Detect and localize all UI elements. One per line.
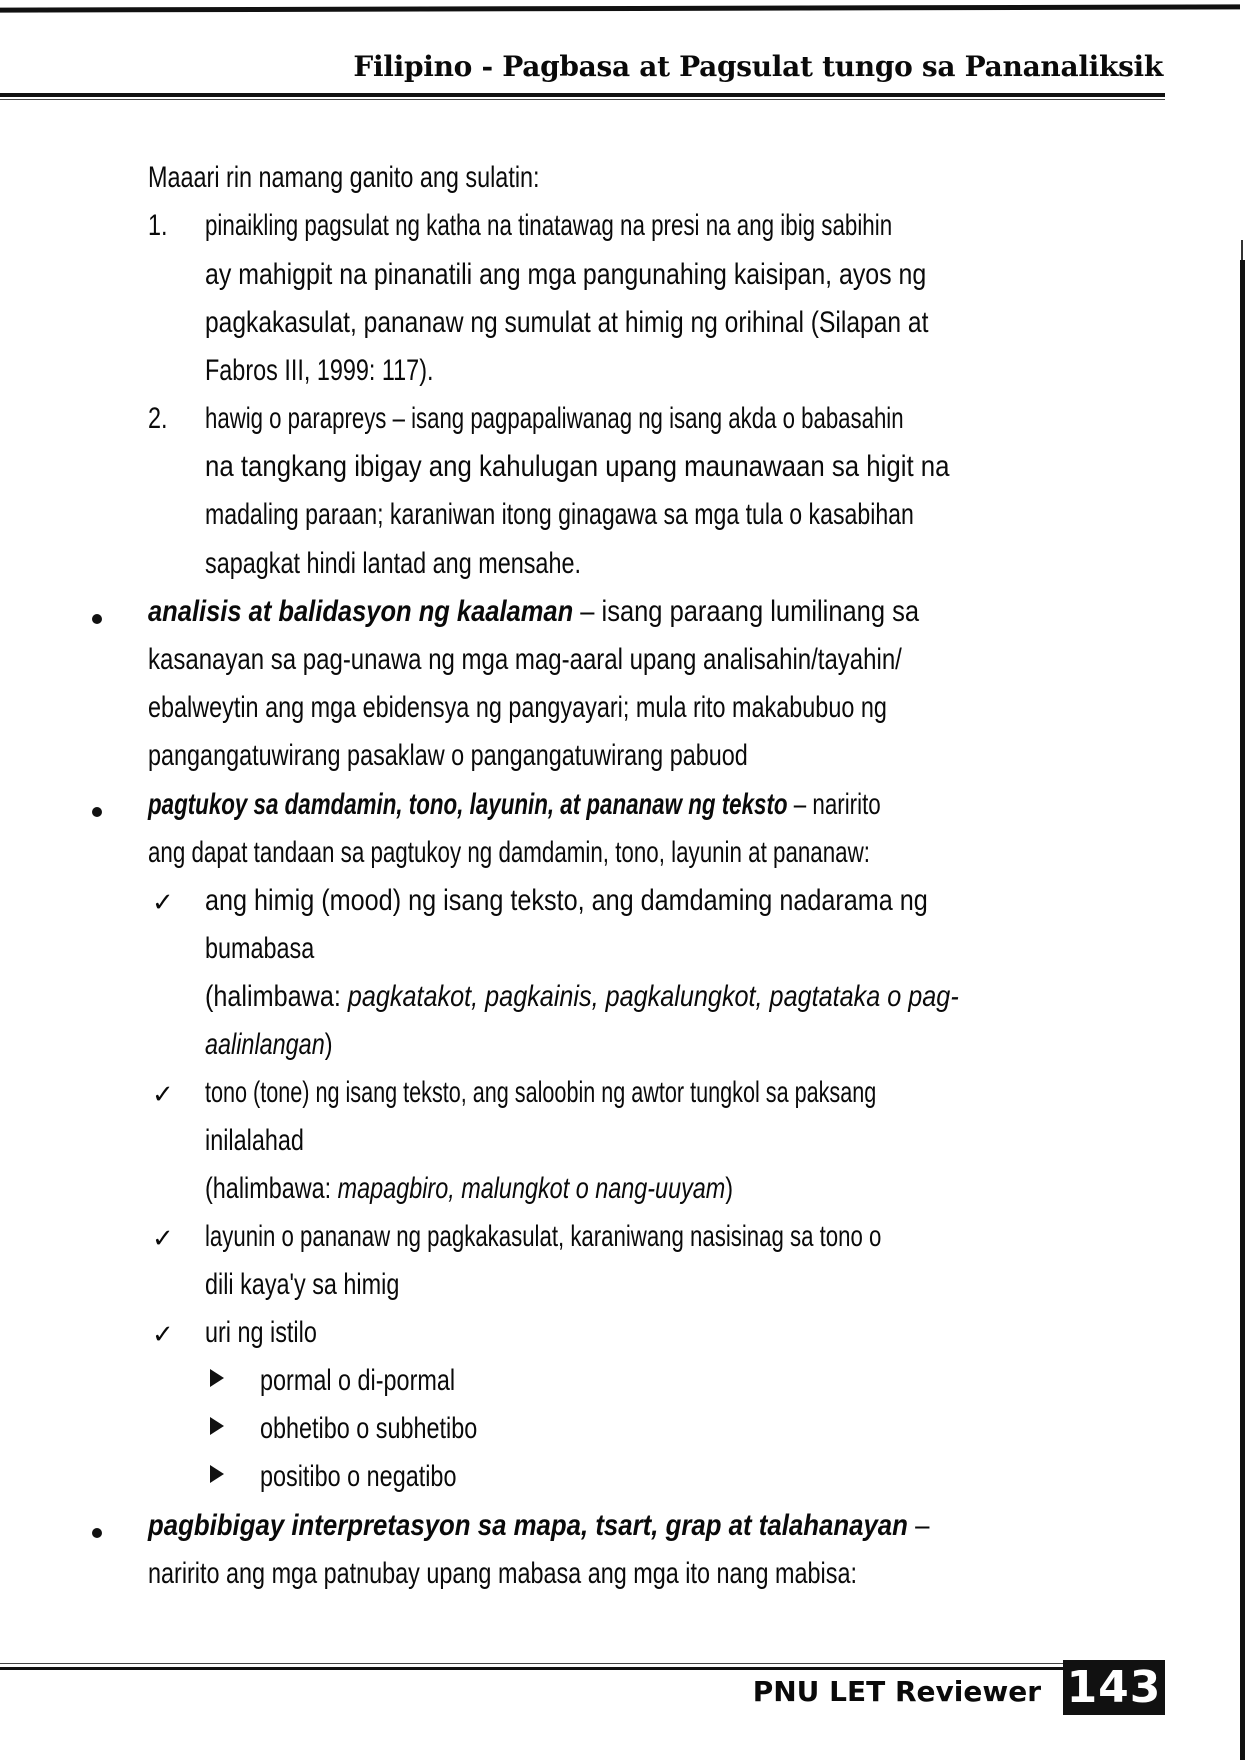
list-item-line <box>205 495 1126 535</box>
bullet-line <box>148 736 917 776</box>
line-text: na tangkang ibigay ang kahulugan upang maunawaan sa higit na <box>205 450 950 483</box>
example-text: mapagbiro, malungkot o nang-uuyam <box>337 1172 726 1205</box>
bullet-line <box>148 1554 1057 1594</box>
list-item-line <box>205 303 1087 343</box>
example-line <box>205 977 1102 1017</box>
check-line <box>205 1265 454 1305</box>
line-text: layunin o pananaw ng pagkakasulat, karaniwang nasisinag sa tono o <box>205 1220 882 1253</box>
example-suffix: ) <box>324 1028 333 1061</box>
checkmark-icon: ✓ <box>152 1080 174 1110</box>
bullet-line <box>148 640 1090 680</box>
checkmark-icon: ✓ <box>152 888 174 918</box>
footer-rule-thin <box>0 1663 1165 1664</box>
checkmark-icon: ✓ <box>152 1320 174 1350</box>
running-head: Filipino - Pagbasa at Pagsulat tungo sa Pananaliksik <box>353 50 1163 83</box>
list-item-line <box>205 544 687 584</box>
bullet-term: pagtukoy sa damdamin, tono, layunin, at pananaw ng teksto <box>148 788 788 821</box>
sub-item-text: positibo o negatibo <box>260 1460 457 1493</box>
check-line <box>205 1121 332 1161</box>
list-item-line <box>205 447 1071 487</box>
example-prefix: (halimbawa: <box>205 980 348 1013</box>
sub-item <box>260 1409 539 1449</box>
number-text: 2. <box>148 402 168 435</box>
example-line <box>205 1169 882 1209</box>
example-text: aalinlangan <box>205 1028 325 1061</box>
footer-rule <box>0 1667 1065 1670</box>
line-text: pangangatuwirang pasaklaw o pangangatuwirang pabuod <box>148 739 748 772</box>
bullet-first-line <box>148 592 1055 632</box>
bullet-text: – <box>907 1509 930 1542</box>
list-item-line <box>205 206 1127 246</box>
example-text: pagkatakot, pagkainis, pagkalungkot, pagtataka o pag- <box>347 980 959 1013</box>
line-text: ang himig (mood) ng isang teksto, ang damdaming nadarama ng <box>205 884 928 917</box>
line-text: pinaikling pagsulat ng katha na tinatawag na presi na ang ibig sabihin <box>205 209 893 242</box>
arrow-bullet-icon <box>210 1465 224 1483</box>
check-line <box>205 929 345 969</box>
intro-text: Maaari rin namang ganito ang sulatin: <box>148 161 540 194</box>
bullet-first-line <box>148 1506 1057 1546</box>
arrow-bullet-icon <box>210 1417 224 1435</box>
line-text: pagkakasulat, pananaw ng sumulat at himig ng orihinal (Silapan at <box>205 306 929 339</box>
bullet-icon <box>92 614 102 624</box>
intro-line <box>148 158 650 198</box>
line-text: ebalweytin ang mga ebidensya ng pangyayari; mula rito makabubuo ng <box>148 691 887 724</box>
footer-title: PNU LET Reviewer <box>752 1675 1041 1708</box>
line-text: kasanayan sa pag-unawa ng mga mag-aaral upang analisahin/tayahin/ <box>148 643 902 676</box>
line-text: uri ng istilo <box>205 1316 317 1349</box>
bullet-line <box>148 833 1117 873</box>
line-text: sapagkat hindi lantad ang mensahe. <box>205 547 581 580</box>
bullet-icon <box>92 807 102 817</box>
line-text: naririto ang mga patnubay upang mabasa ang mga ito nang mabisa: <box>148 1557 857 1590</box>
line-text: ay mahigpit na pinanatili ang mga pangunahing kaisipan, ayos ng <box>205 258 927 291</box>
line-text: madaling paraan; karaniwan itong ginagawa sa mga tula o kasabihan <box>205 498 914 531</box>
line-text: bumabasa <box>205 932 315 965</box>
bullet-term: analisis at balidasyon ng kaalaman <box>148 595 574 628</box>
bullet-line <box>148 688 1095 728</box>
bullet-term: pagbibigay interpretasyon sa mapa, tsart, grap at talahanayan <box>148 1509 908 1542</box>
bullet-icon <box>92 1528 102 1538</box>
line-text: tono (tone) ng isang teksto, ang saloobin ng awtor tungkol sa paksang <box>205 1076 877 1109</box>
number-text: 1. <box>148 209 168 242</box>
list-number <box>148 206 173 246</box>
example-line <box>205 1025 368 1065</box>
example-suffix: ) <box>725 1172 734 1205</box>
arrow-bullet-icon <box>210 1369 224 1387</box>
top-edge-rule <box>0 4 1240 12</box>
sub-item <box>260 1361 510 1401</box>
header-rule-thin <box>0 99 1165 100</box>
line-text: Fabros III, 1999: 117). <box>205 354 434 387</box>
bullet-text: – isang paraang lumilinang sa <box>573 595 920 628</box>
example-prefix: (halimbawa: <box>205 1172 338 1205</box>
header-rule <box>0 93 1165 97</box>
page-number-badge: 143 <box>1063 1660 1165 1715</box>
sub-item-text: pormal o di-pormal <box>260 1364 456 1397</box>
bullet-text: – naririto <box>787 788 881 821</box>
line-text: ang dapat tandaan sa pagtukoy ng damdamin, tono, layunin at pananaw: <box>148 836 870 869</box>
page-edge-shadow <box>1240 260 1245 1760</box>
line-text: dili kaya'y sa himig <box>205 1268 400 1301</box>
list-item-line <box>205 351 498 391</box>
check-line <box>205 1217 1119 1257</box>
line-text: hawig o parapreys – isang pagpapaliwanag ng isang akda o babasahin <box>205 402 904 435</box>
sub-item-text: obhetibo o subhetibo <box>260 1412 478 1445</box>
check-line <box>205 1073 1137 1113</box>
check-line <box>205 881 1066 921</box>
list-item-line <box>205 255 1074 295</box>
list-item-line <box>205 399 1149 439</box>
checkmark-icon: ✓ <box>152 1224 174 1254</box>
list-number <box>148 399 173 439</box>
check-line <box>205 1313 348 1353</box>
sub-item <box>260 1457 512 1497</box>
bullet-first-line <box>148 785 1132 825</box>
line-text: inilalahad <box>205 1124 304 1157</box>
